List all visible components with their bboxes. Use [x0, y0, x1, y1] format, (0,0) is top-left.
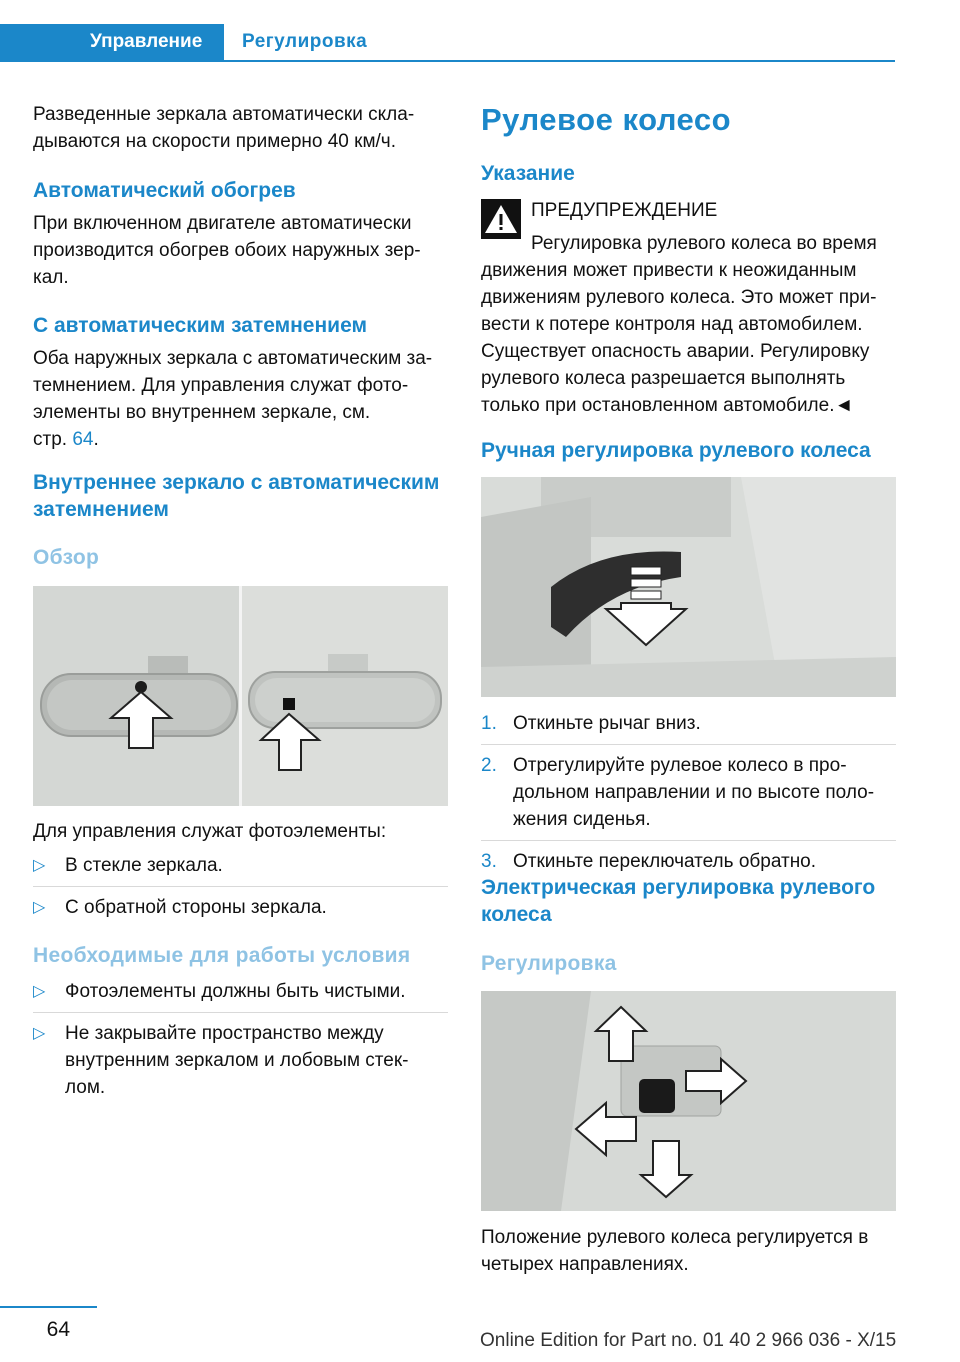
page-number: 64 — [46, 1318, 70, 1341]
page-title: Рулевое колесо — [481, 102, 732, 137]
warning-text: Регулировка рулевого колеса во время движения может привести к неожиданным движениям рулевого колеса. Это может при-вести к потере контроля над автомобилем. Существует опасность аварии. Регулировку рулевого колеса разрешается выполнять только при остановленном автомобиле.◄ — [481, 233, 877, 416]
header-bar — [0, 24, 895, 62]
heating-heading: Автоматический обогрев — [33, 179, 296, 202]
inner-mirror-heading: Внутреннее зеркало с автоматическим затемнением — [33, 471, 440, 521]
heating-text: При включенном двигателе автоматически производится обогрев обоих наружных зер-кал. — [33, 213, 421, 288]
note-heading: Указание — [481, 162, 575, 185]
dimming-text — [33, 345, 448, 453]
warning-label: ПРЕДУПРЕЖДЕНИЕ — [531, 200, 718, 221]
list-item: 2. Отрегулируйте рулевое колесо в про-дольном направлении и по высоте поло-жения сиденья. — [481, 752, 896, 841]
list-item: ▷ Не закрывайте пространство между внутренним зеркалом и лобовым стек-лом. — [33, 1020, 448, 1101]
dimming-ref-suffix: . — [93, 429, 99, 450]
footer-rule — [0, 1306, 97, 1308]
lever-illustration — [481, 477, 896, 697]
dimming-heading: С автоматическим затемнением — [33, 314, 368, 337]
tab-adjustment[interactable]: Регулировка — [242, 31, 368, 52]
dimming-text-main: Оба наружных зеркала с автоматическим за-темнением. Для управления служат фото-элементы во внутреннем зеркале, см. — [33, 348, 433, 423]
photo-intro: Для управления служат фотоэлементы: — [33, 821, 387, 842]
intro-text: Разведенные зеркала автоматически скла-дываются на скорости примерно 40 км/ч. — [33, 104, 415, 152]
triangle-bullet-icon: ▷ — [33, 983, 46, 1000]
manual-steps — [481, 710, 896, 875]
mirror-illustration — [33, 586, 448, 806]
footer-edition: Online Edition for Part no. 01 40 2 966 036 - X/15 — [480, 1330, 897, 1351]
list-item: ▷ С обратной стороны зеркала. — [33, 894, 448, 921]
adjust-heading: Регулировка — [481, 952, 617, 975]
list-item: 3. Откиньте переключатель обратно. — [481, 851, 817, 872]
electric-heading: Электрическая регулировка рулевого колеса — [481, 876, 876, 926]
conditions-heading: Необходимые для работы условия — [33, 944, 411, 967]
header-rule — [0, 60, 895, 62]
tab-control[interactable]: Управление — [0, 24, 224, 60]
adjust-text: Положение рулевого колеса регулируется в четырех направлениях. — [481, 1227, 869, 1275]
manual-heading: Ручная регулировка рулевого колеса — [481, 439, 871, 462]
list-item: 1. Откиньте рычаг вниз. — [481, 710, 896, 745]
mirror-figure — [33, 586, 448, 806]
electric-illustration — [481, 991, 896, 1211]
triangle-bullet-icon: ▷ — [33, 899, 46, 916]
overview-heading: Обзор — [33, 546, 100, 569]
list-item: ▷ Фотоэлементы должны быть чистыми. — [33, 978, 448, 1013]
lever-figure — [481, 477, 896, 697]
page-link-64[interactable]: 64 — [72, 429, 94, 450]
photo-list — [33, 852, 448, 921]
electric-figure — [481, 991, 896, 1211]
triangle-bullet-icon: ▷ — [33, 1025, 46, 1042]
list-item: ▷ В стекле зеркала. — [33, 852, 448, 887]
conditions-list — [33, 978, 448, 1101]
dimming-ref-prefix: стр. — [33, 429, 68, 450]
triangle-bullet-icon: ▷ — [33, 857, 46, 874]
